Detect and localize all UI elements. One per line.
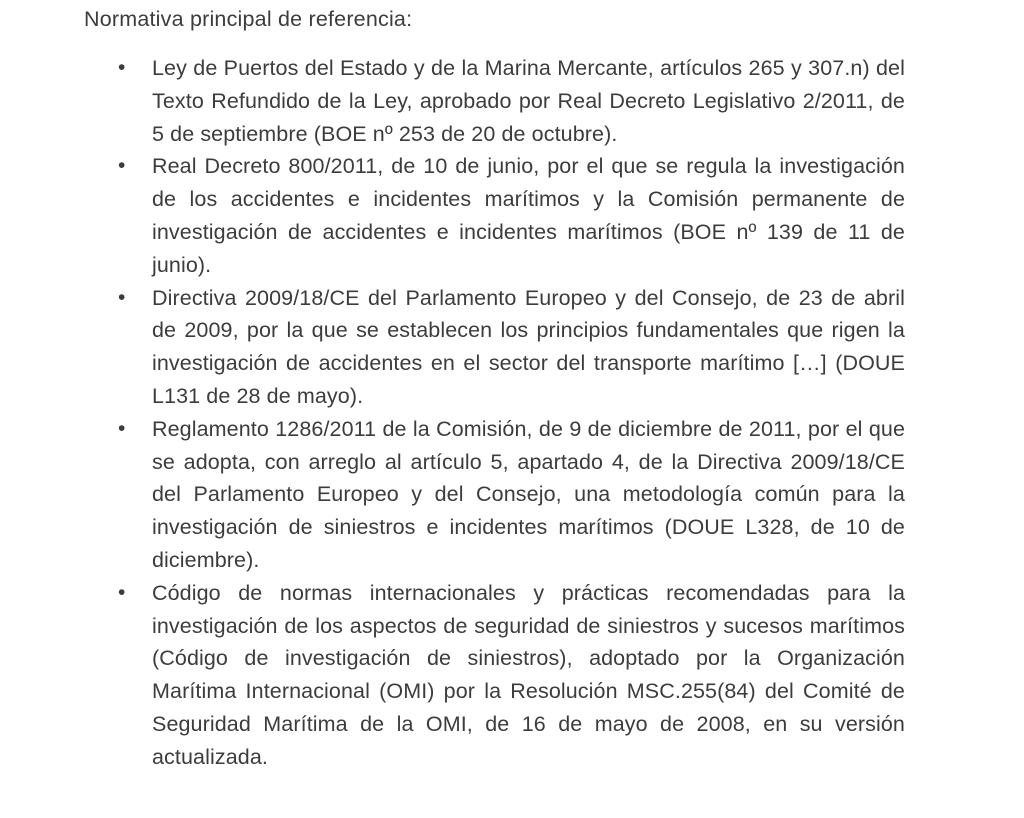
- list-item-real-decreto-800-2011: • Real Decreto 800/2011, de 10 de junio, por el que se regula la investigación de los accidentes e incidentes marítimos y la Comisión permanente de investigación de accidentes e incidentes marítimos (BOE nº 139 de 11 de junio).: [152, 150, 905, 281]
- list-item-codigo-investigacion-siniestros: • Código de normas internacionales y prácticas recomendadas para la investigación de los aspectos de seguridad de siniestros y sucesos marítimos (Código de investigación de siniestros), adoptado por la Organización Marítima Internacional (OMI) por la Resolución MSC.255(84) del Comité de Seguridad Marítima de la OMI, de 16 de mayo de 2008, en su versión actualizada.: [152, 577, 905, 774]
- list-item-reglamento-1286-2011: • Reglamento 1286/2011 de la Comisión, de 9 de diciembre de 2011, por el que se adopta, con arreglo al artículo 5, apartado 4, de la Directiva 2009/18/CE del Parlamento Europeo y del Consejo, una metodología común para la investigación de siniestros e incidentes marítimos (DOUE L328, de 10 de diciembre).: [152, 413, 905, 577]
- page-title: Normativa principal de referencia:: [84, 7, 413, 31]
- list-item-directiva-2009-18-ce: • Directiva 2009/18/CE del Parlamento Europeo y del Consejo, de 23 de abril de 2009, por la que se establecen los principios fundamentales que rigen la investigación de accidentes en el sector del transporte marítimo […] (DOUE L131 de 28 de mayo).: [152, 282, 905, 413]
- list-item-ley-puertos: • Ley de Puertos del Estado y de la Marina Mercante, artículos 265 y 307.n) del Texto Refundido de la Ley, aprobado por Real Decreto Legislativo 2/2011, de 5 de septiembre (BOE nº 253 de 20 de octubre).: [152, 52, 905, 150]
- reference-list: [152, 52, 905, 774]
